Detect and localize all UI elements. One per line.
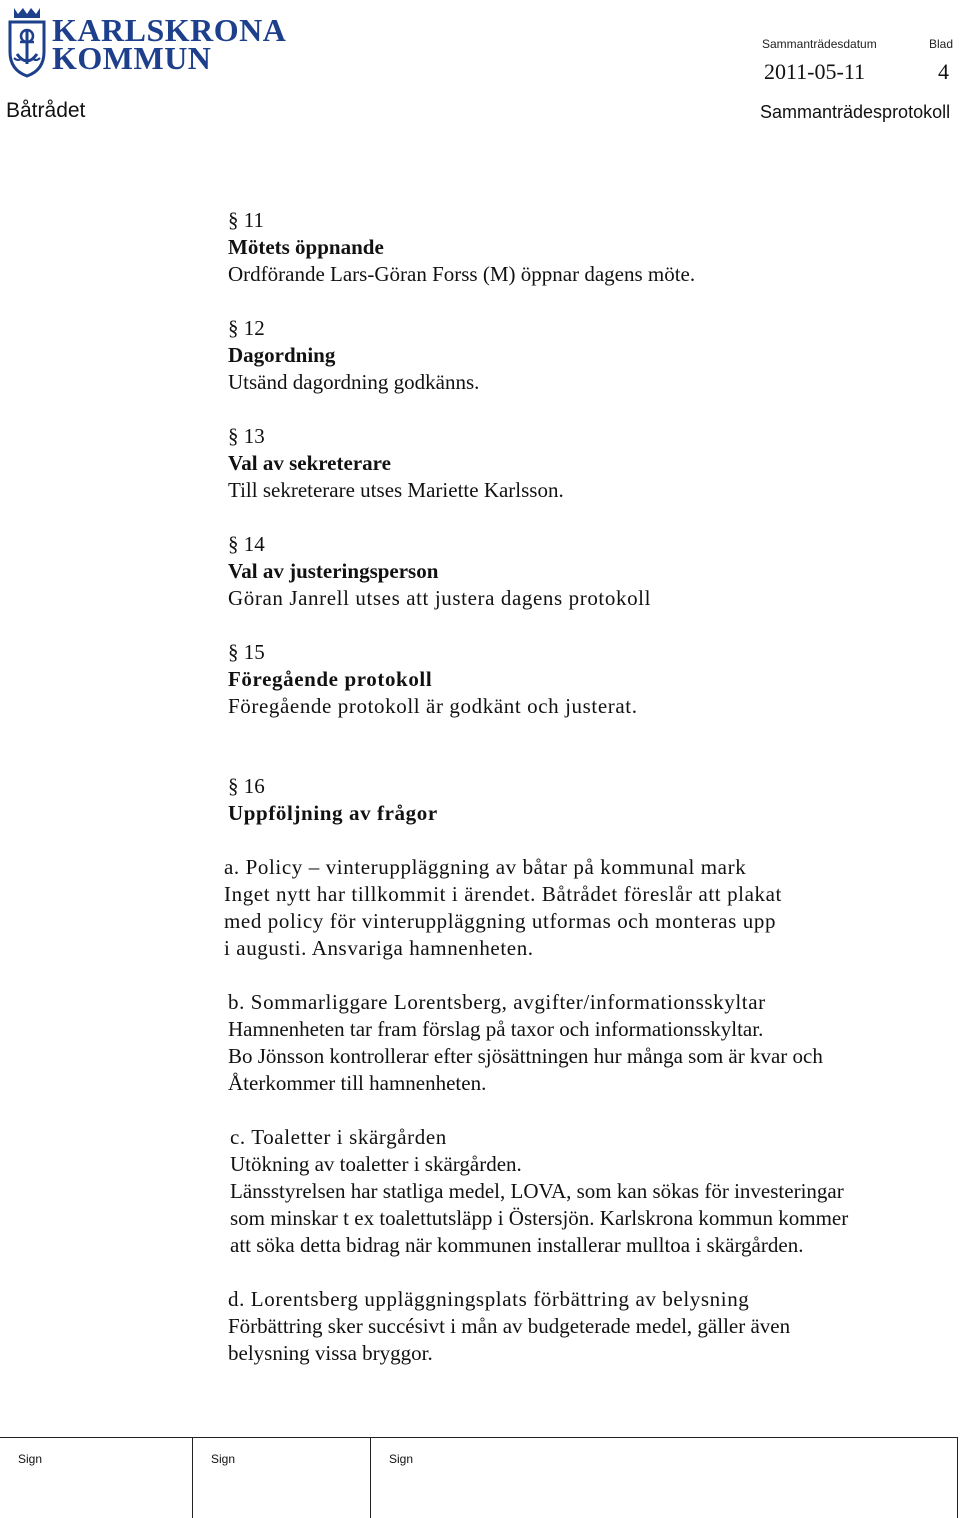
item-a-line: med policy för vinteruppläggning utformas och monteras upp (224, 909, 777, 933)
section-11-text: Ordförande Lars-Göran Forss (M) öppnar dagens möte. (228, 262, 696, 286)
signature-box-3 (371, 1438, 958, 1518)
item-a-line: i augusti. Ansvariga hamnenheten. (224, 936, 534, 960)
item-c-line: Länsstyrelsen har statliga medel, LOVA, som kan sökas för investeringar (230, 1179, 844, 1203)
section-14-text: Göran Janrell utses att justera dagens protokoll (228, 586, 652, 610)
page-label: Blad (929, 37, 954, 51)
signature-box-1 (0, 1438, 193, 1518)
sign-label-3: Sign (389, 1452, 414, 1466)
karlskrona-logo (6, 6, 306, 80)
item-b-line: Återkommer till hamnenheten. (228, 1071, 487, 1095)
logo-line-1: KARLSKRONA (52, 12, 287, 48)
logo-line-2: KOMMUN (52, 40, 212, 76)
sign-label-2: Sign (211, 1452, 236, 1466)
item-c-heading: c. Toaletter i skärgården (230, 1125, 447, 1149)
item-d-line: belysning vissa bryggor. (228, 1341, 433, 1365)
section-15-number: § 15 (228, 640, 265, 664)
item-c-line: som minskar t ex toalettutsläpp i Östersjön. Karlskrona kommun kommer (230, 1206, 849, 1230)
section-11-number: § 11 (228, 208, 264, 232)
body-name: Båtrådet (6, 99, 86, 122)
section-13-title: Val av sekreterare (228, 451, 391, 475)
section-14-number: § 14 (228, 532, 265, 556)
section-12-title: Dagordning (228, 343, 336, 367)
item-b-line: Bo Jönsson kontrollerar efter sjösättningen hur många som är kvar och (228, 1044, 823, 1068)
section-15-text: Föregående protokoll är godkänt och justerat. (228, 694, 638, 718)
section-11-title: Mötets öppnande (228, 235, 384, 259)
section-13-number: § 13 (228, 424, 265, 448)
item-d-heading: d. Lorentsberg uppläggningsplats förbättring av belysning (228, 1287, 750, 1311)
meeting-date: 2011-05-11 (764, 59, 866, 84)
section-15-title: Föregående protokoll (228, 667, 433, 691)
section-12-text: Utsänd dagordning godkänns. (228, 370, 480, 394)
coat-of-arms-icon (6, 6, 48, 78)
item-b-heading: b. Sommarliggare Lorentsberg, avgifter/informationsskyltar (228, 990, 766, 1014)
item-a-heading: a. Policy – vinteruppläggning av båtar på kommunal mark (224, 855, 747, 879)
signature-box-2 (193, 1438, 371, 1518)
section-16-title: Uppföljning av frågor (228, 801, 438, 825)
item-b-line: Hamnenheten tar fram förslag på taxor och informationsskyltar. (228, 1017, 764, 1041)
section-14-title: Val av justeringsperson (228, 559, 439, 583)
section-13-text: Till sekreterare utses Mariette Karlsson. (228, 478, 564, 502)
item-a-line: Inget nytt har tillkommit i ärendet. Båtrådet föreslår att plakat (224, 882, 782, 906)
section-16-number: § 16 (228, 774, 265, 798)
logo-wordmark (52, 12, 287, 76)
item-c-line: Utökning av toaletter i skärgården. (230, 1152, 522, 1176)
doc-type: Sammanträdesprotokoll (760, 102, 951, 122)
sign-label-1: Sign (18, 1452, 43, 1466)
date-label: Sammanträdesdatum (762, 37, 877, 51)
item-c-line: att söka detta bidrag när kommunen installerar mulltoa i skärgården. (230, 1233, 804, 1257)
item-d-line: Förbättring sker succésivt i mån av budgeterade medel, gäller även (228, 1314, 791, 1338)
page-number: 4 (938, 59, 949, 84)
section-12-number: § 12 (228, 316, 265, 340)
signature-footer (0, 1437, 958, 1518)
